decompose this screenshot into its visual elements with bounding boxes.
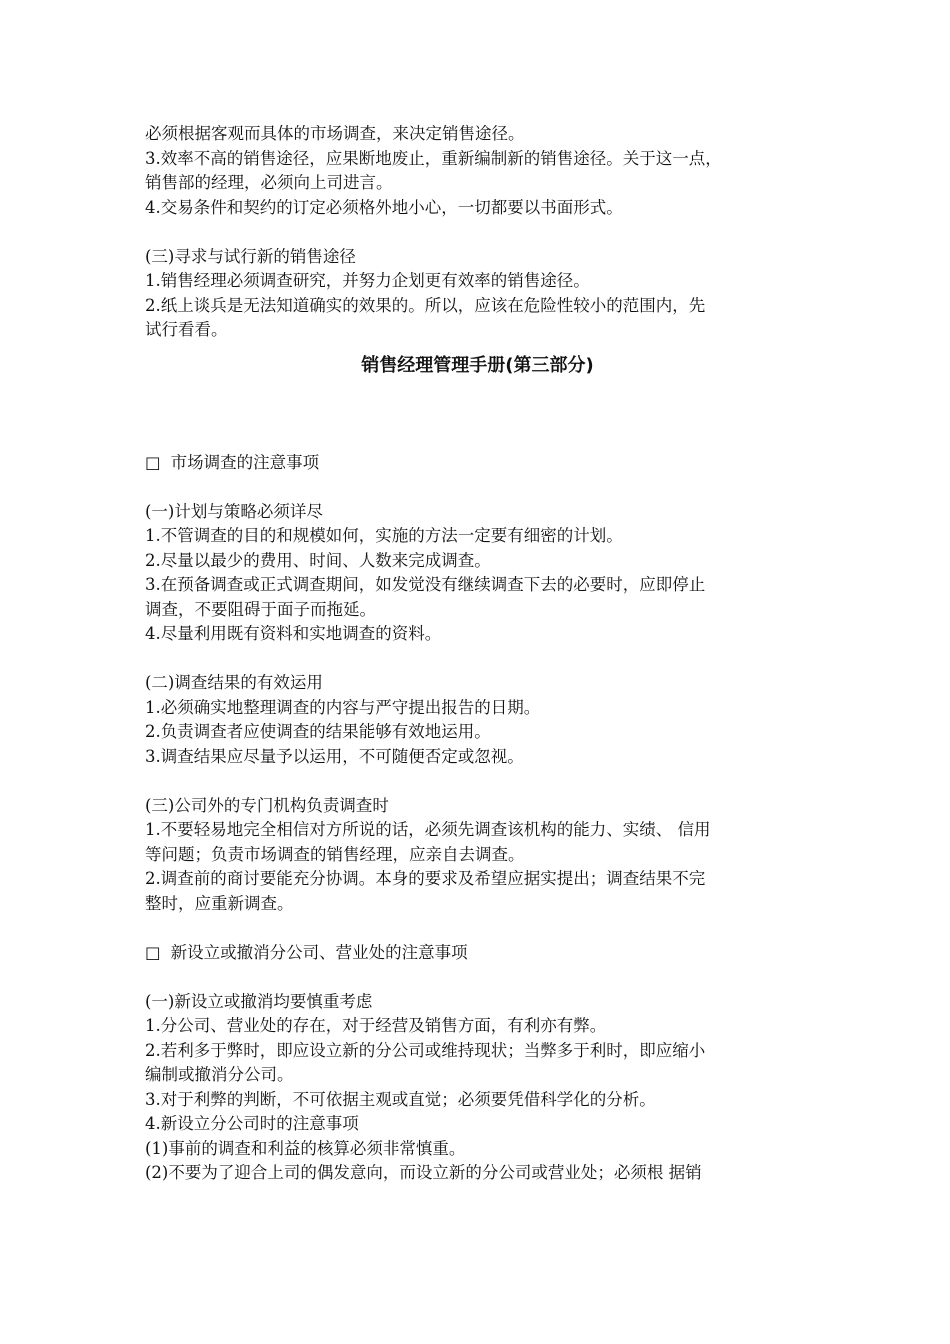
subsection-heading: (三)寻求与试行新的销售途径: [145, 246, 356, 266]
text-line: 必须根据客观而具体的市场调查，来决定销售途径。: [145, 124, 525, 143]
text-line: 2.尽量以最少的费用、时间、人数来完成调查。: [145, 550, 491, 570]
section-heading-text: 市场调查的注意事项: [170, 452, 320, 472]
spacer: [145, 647, 810, 672]
spacer: [145, 475, 810, 500]
spacer: [145, 379, 810, 451]
text-line: 编制或撤消分公司。: [145, 1065, 294, 1084]
paragraph-block-4: [145, 671, 810, 769]
paragraph-block-2: [145, 245, 810, 343]
checkbox-bullet-icon: □: [145, 452, 161, 472]
text-line: 试行看看。: [145, 320, 228, 339]
text-line: 4.新设立分公司时的注意事项: [145, 1114, 359, 1133]
text-line: 1.不管调查的目的和规模如何，实施的方法一定要有细密的计划。: [145, 526, 623, 545]
text-line: 1.销售经理必须调查研究，并努力企划更有效率的销售途径。: [145, 271, 590, 290]
text-line: 调查，不要阻碍于面子而拖延。: [145, 599, 376, 619]
text-line: 4.尽量利用既有资料和实地调查的资料。: [145, 624, 442, 643]
paragraph-block-5: [145, 794, 810, 917]
document-body: [145, 122, 810, 1186]
text-line: 2.负责调查者应使调查的结果能够有效地运用。: [145, 722, 491, 741]
text-line: 2.调查前的商讨要能充分协调。本身的要求及希望应据实提出；调查结果不完: [145, 869, 706, 888]
paragraph-block-1: [145, 122, 810, 220]
paragraph-block-6: [145, 990, 810, 1186]
text-line: 3.效率不高的销售途径，应果断地废止，重新编制新的销售途径。关于这一点，: [145, 148, 722, 168]
document-title: 销售经理管理手册(第三部分): [361, 354, 594, 376]
text-line: 2.纸上谈兵是无法知道确实的效果的。所以，应该在危险性较小的范围内，先: [145, 295, 706, 315]
spacer: [145, 769, 810, 794]
text-line: 1.分公司、营业处的存在，对于经营及销售方面，有利亦有弊。: [145, 1016, 607, 1035]
text-line: 1.必须确实地整理调查的内容与严守提出报告的日期。: [145, 697, 541, 717]
spacer: [145, 916, 810, 941]
text-line: (1)事前的调查和利益的核算必须非常慎重。: [145, 1138, 466, 1158]
subsection-heading: (三)公司外的专门机构负责调查时: [145, 795, 389, 815]
spacer: [145, 220, 810, 245]
paragraph-block-3: [145, 500, 810, 647]
subsection-heading: (二)调查结果的有效运用: [145, 673, 323, 692]
section-heading-text: 新设立或撤消分公司、营业处的注意事项: [170, 942, 468, 962]
text-line: 销售部的经理，必须向上司进言。: [145, 173, 393, 192]
text-line: 3.在预备调查或正式调查期间，如发觉没有继续调查下去的必要时，应即停止: [145, 575, 706, 594]
text-line: 4.交易条件和契约的订定必须格外地小心，一切都要以书面形式。: [145, 197, 623, 217]
subsection-heading: (一)计划与策略必须详尽: [145, 501, 323, 521]
text-line: 整时，应重新调查。: [145, 893, 294, 913]
text-line: 1.不要轻易地完全相信对方所说的话，必须先调查该机构的能力、实绩、 信用: [145, 820, 711, 839]
subsection-heading: (一)新设立或撤消均要慎重考虑: [145, 991, 373, 1011]
text-line: 2.若利多于弊时，即应设立新的分公司或维持现状；当弊多于利时，即应缩小: [145, 1040, 706, 1060]
text-line: 3.对于利弊的判断，不可依据主观或直觉；必须要凭借科学化的分析。: [145, 1089, 656, 1109]
spacer: [145, 965, 810, 990]
text-line: (2)不要为了迎合上司的偶发意向，而设立新的分公司或营业处；必须根 据销: [145, 1163, 702, 1182]
section-heading-market-research: [145, 451, 810, 476]
text-line: 等问题；负责市场调查的销售经理，应亲自去调查。: [145, 844, 525, 864]
checkbox-bullet-icon: □: [145, 942, 161, 962]
text-line: 3.调查结果应尽量予以运用，不可随便否定或忽视。: [145, 746, 524, 766]
section-heading-branch-offices: [145, 941, 810, 966]
